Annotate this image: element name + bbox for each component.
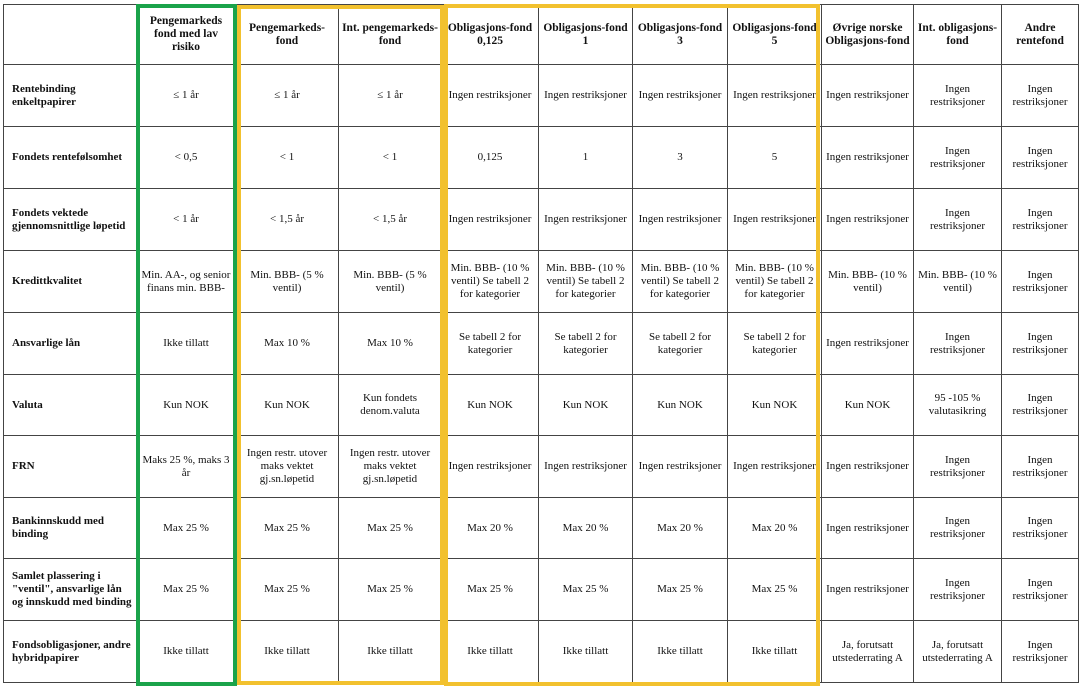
table-cell: Min. BBB- (10 % ventil) Se tabell 2 for kategorier [539, 251, 633, 313]
row-label: Samlet plassering i "ventil", ansvarlige lån og innskudd med binding [4, 559, 137, 621]
table-cell: < 1 [339, 127, 442, 189]
row-label: Fondets rentefølsomhet [4, 127, 137, 189]
table-cell: Ingen restriksjoner [822, 313, 914, 375]
table-cell: Max 25 % [339, 498, 442, 559]
table-row [4, 127, 1079, 189]
table-row [4, 621, 1079, 683]
table-cell: Kun NOK [442, 375, 539, 436]
row-label: FRN [4, 436, 137, 498]
table-cell: 3 [633, 127, 728, 189]
column-header: Obligasjons-fond 5 [728, 5, 822, 65]
table-cell: Ikke tillatt [137, 621, 236, 683]
table-cell: Min. BBB- (10 % ventil) Se tabell 2 for kategorier [728, 251, 822, 313]
table-cell: Se tabell 2 for kategorier [633, 313, 728, 375]
table-cell: Max 25 % [539, 559, 633, 621]
table-cell: Ja, forutsatt utstederrating A [822, 621, 914, 683]
table-cell: Ingen restriksjoner [728, 65, 822, 127]
table-cell: Ingen restriksjoner [822, 498, 914, 559]
table-cell: Ingen restr. utover maks vektet gj.sn.løpetid [339, 436, 442, 498]
table-cell: Max 25 % [442, 559, 539, 621]
table-cell: Max 20 % [633, 498, 728, 559]
table-cell: Ingen restriksjoner [539, 189, 633, 251]
table-cell: Max 25 % [137, 559, 236, 621]
table-cell: Max 10 % [236, 313, 339, 375]
table-cell: Max 25 % [236, 559, 339, 621]
row-label: Ansvarlige lån [4, 313, 137, 375]
column-header: Obligasjons-fond 3 [633, 5, 728, 65]
table-cell: Ingen restriksjoner [1002, 436, 1079, 498]
column-header: Øvrige norske Obligasjons-fond [822, 5, 914, 65]
table-cell: Ingen restriksjoner [914, 65, 1002, 127]
table-cell: ≤ 1 år [137, 65, 236, 127]
table-cell: Ingen restriksjoner [822, 189, 914, 251]
column-header: Obligasjons-fond 1 [539, 5, 633, 65]
table-cell: Max 25 % [236, 498, 339, 559]
table-cell: Kun NOK [728, 375, 822, 436]
table-cell: Ingen restr. utover maks vektet gj.sn.løpetid [236, 436, 339, 498]
table-cell: Kun NOK [822, 375, 914, 436]
table-cell: Ingen restriksjoner [1002, 127, 1079, 189]
table-cell: Ingen restriksjoner [914, 436, 1002, 498]
row-label: Valuta [4, 375, 137, 436]
table-cell: Ingen restriksjoner [914, 127, 1002, 189]
table-cell: Min. BBB- (10 % ventil) Se tabell 2 for kategorier [633, 251, 728, 313]
table-cell: Min. BBB- (10 % ventil) Se tabell 2 for kategorier [442, 251, 539, 313]
table-cell: Ingen restriksjoner [1002, 621, 1079, 683]
table-cell: Se tabell 2 for kategorier [728, 313, 822, 375]
table-cell: < 1 år [137, 189, 236, 251]
table-cell: Kun NOK [633, 375, 728, 436]
table-cell: Max 25 % [137, 498, 236, 559]
table-cell: Ingen restriksjoner [539, 65, 633, 127]
table-cell: 1 [539, 127, 633, 189]
table-cell: Ingen restriksjoner [442, 65, 539, 127]
table-row [4, 65, 1079, 127]
column-header: Int. pengemarkeds-fond [339, 5, 442, 65]
fund-restrictions-table [3, 4, 1079, 683]
table-cell: Ingen restriksjoner [442, 436, 539, 498]
table-cell: Kun NOK [236, 375, 339, 436]
header-row [4, 5, 1079, 65]
table-cell: Max 20 % [728, 498, 822, 559]
table-cell: Ingen restriksjoner [539, 436, 633, 498]
table-cell: Ingen restriksjoner [633, 189, 728, 251]
table-cell: Ingen restriksjoner [1002, 559, 1079, 621]
table-cell: < 1,5 år [339, 189, 442, 251]
table-cell: Ikke tillatt [236, 621, 339, 683]
table-cell: Kun NOK [539, 375, 633, 436]
table-cell: Se tabell 2 for kategorier [442, 313, 539, 375]
table-cell: Min. BBB- (5 % ventil) [339, 251, 442, 313]
table-row [4, 498, 1079, 559]
table-cell: Max 20 % [539, 498, 633, 559]
table-cell: Ingen restriksjoner [728, 189, 822, 251]
row-label: Bankinnskudd med binding [4, 498, 137, 559]
table-cell: 5 [728, 127, 822, 189]
table-cell: Max 25 % [339, 559, 442, 621]
column-header: Obligasjons-fond 0,125 [442, 5, 539, 65]
table-cell: ≤ 1 år [236, 65, 339, 127]
table-cell: Ingen restriksjoner [822, 559, 914, 621]
table-cell: ≤ 1 år [339, 65, 442, 127]
table-cell: Ingen restriksjoner [633, 65, 728, 127]
table-cell: Min. BBB- (10 % ventil) [822, 251, 914, 313]
table-cell: 95 -105 % valutasikring [914, 375, 1002, 436]
table-cell: Ingen restriksjoner [822, 65, 914, 127]
table-cell: Min. BBB- (5 % ventil) [236, 251, 339, 313]
column-header: Int. obligasjons-fond [914, 5, 1002, 65]
table-row [4, 559, 1079, 621]
row-label: Kredittkvalitet [4, 251, 137, 313]
table-cell: Se tabell 2 for kategorier [539, 313, 633, 375]
table-row [4, 251, 1079, 313]
table-cell: Kun fondets denom.valuta [339, 375, 442, 436]
table-cell: Kun NOK [137, 375, 236, 436]
table-cell: 0,125 [442, 127, 539, 189]
row-label: Fondets vektede gjennomsnittlige løpetid [4, 189, 137, 251]
table-cell: Ingen restriksjoner [914, 559, 1002, 621]
table-cell: Ingen restriksjoner [728, 436, 822, 498]
table-cell: Max 10 % [339, 313, 442, 375]
table-cell: Ikke tillatt [137, 313, 236, 375]
table-cell: Max 20 % [442, 498, 539, 559]
table-cell: Ingen restriksjoner [442, 189, 539, 251]
table-row [4, 189, 1079, 251]
table-cell: Ja, forutsatt utstederrating A [914, 621, 1002, 683]
table-cell: Min. BBB- (10 % ventil) [914, 251, 1002, 313]
column-header: Pengemarkeds fond med lav risiko [137, 5, 236, 65]
table-cell: Ingen restriksjoner [822, 436, 914, 498]
table-cell: Ikke tillatt [633, 621, 728, 683]
table-cell: Max 25 % [633, 559, 728, 621]
table-cell: Ingen restriksjoner [1002, 251, 1079, 313]
row-label: Fondsobligasjoner, andre hybridpapirer [4, 621, 137, 683]
table-row [4, 436, 1079, 498]
table-cell: Ingen restriksjoner [633, 436, 728, 498]
table-cell: < 1,5 år [236, 189, 339, 251]
column-header: Pengemarkeds-fond [236, 5, 339, 65]
table-cell: Ingen restriksjoner [914, 498, 1002, 559]
row-label: Rentebinding enkeltpapirer [4, 65, 137, 127]
table-cell: Ikke tillatt [539, 621, 633, 683]
table-row [4, 313, 1079, 375]
column-header: Andre rentefond [1002, 5, 1079, 65]
table-cell: Ingen restriksjoner [1002, 313, 1079, 375]
table-cell: Ingen restriksjoner [1002, 375, 1079, 436]
table-cell: Ikke tillatt [728, 621, 822, 683]
table-cell: Ikke tillatt [339, 621, 442, 683]
corner-cell [4, 5, 137, 65]
table-cell: Ingen restriksjoner [1002, 65, 1079, 127]
table-cell: Ingen restriksjoner [1002, 189, 1079, 251]
table-cell: Min. AA-, og senior finans min. BBB- [137, 251, 236, 313]
table-cell: < 0,5 [137, 127, 236, 189]
table-cell: Ingen restriksjoner [822, 127, 914, 189]
table-cell: Maks 25 %, maks 3 år [137, 436, 236, 498]
table-cell: < 1 [236, 127, 339, 189]
table-cell: Ikke tillatt [442, 621, 539, 683]
table-cell: Max 25 % [728, 559, 822, 621]
table-cell: Ingen restriksjoner [914, 189, 1002, 251]
table-cell: Ingen restriksjoner [914, 313, 1002, 375]
table-row [4, 375, 1079, 436]
table-cell: Ingen restriksjoner [1002, 498, 1079, 559]
